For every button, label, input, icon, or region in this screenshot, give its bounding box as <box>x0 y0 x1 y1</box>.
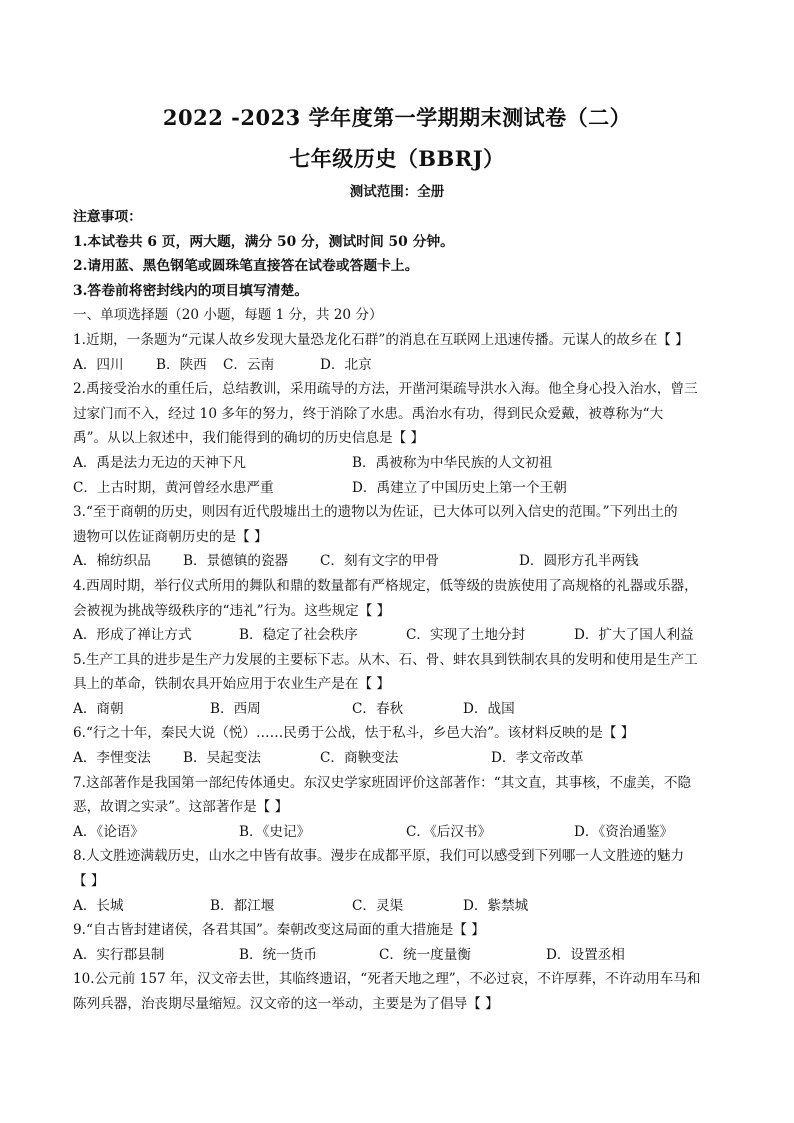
question-text: 过家门而不入，经过 10 多年的努力，终于消除了水患。禹治水有功，得到民众爱戴，被尊称为“大 <box>73 405 664 422</box>
option-a[interactable]: A．李悝变法 <box>73 750 151 767</box>
question-text: 6.“行之十年，秦民大说（悦）……民勇于公战，怯于私斗，乡邑大治”。该材料反映的是【 】 <box>73 725 635 742</box>
option-c[interactable]: C．统一度量衡 <box>379 946 471 963</box>
option-d[interactable]: D．孝文帝改革 <box>491 750 584 767</box>
question-item <box>73 500 723 574</box>
option-b[interactable]: B．都江堰 <box>210 897 275 914</box>
question-text: 陈列兵器，治丧期尽量缩短。汉文帝的这一举动，主要是为了倡导【 】 <box>73 996 499 1012</box>
option-row <box>73 894 723 919</box>
option-a[interactable]: A．禹是法力无边的天神下凡 <box>73 454 246 471</box>
option-a[interactable]: A．长城 <box>73 897 124 914</box>
question-text: 具上的革命，铁制农具开始应用于农业生产是在【 】 <box>73 676 390 693</box>
option-d[interactable]: D．禹建立了中国历史上第一个王朝 <box>352 479 567 496</box>
test-scope: 测试范围：全册 <box>349 184 445 200</box>
option-row <box>73 746 723 771</box>
exam-content <box>73 205 723 1017</box>
question-item <box>73 967 723 1016</box>
option-c[interactable]: C．上古时期，黄河曾经水患严重 <box>73 479 274 496</box>
question-text: 禹”。从以上叙述中，我们能得到的确切的历史信息是【 】 <box>73 430 425 447</box>
option-c[interactable]: C．《后汉书》 <box>406 823 492 840</box>
option-a[interactable]: A．形成了禅让方式 <box>73 627 192 644</box>
question-text: 9.“自古皆封建诸侯，各君其国”。秦朝改变这局面的重大措施是【 】 <box>73 922 485 939</box>
option-c[interactable]: C．刻有文字的甲骨 <box>320 553 440 570</box>
option-c[interactable]: C．云南 <box>223 356 275 373</box>
option-c[interactable]: C．灵渠 <box>352 897 404 914</box>
question-item <box>73 648 723 722</box>
question-text: 5.生产工具的进步是生产力发展的主要标下志。从木、石、骨、蚌农具到铁制农具的发明和使用是生产工 <box>73 651 698 668</box>
exam-subtitle: 七年级历史（BBRJ） <box>289 146 505 171</box>
option-b[interactable]: B．景德镇的瓷器 <box>183 553 289 570</box>
question-text: 3.“至于商朝的历史，则因有近代殷墟出土的遗物以为佐证，已大体可以列入信史的范围。”下列出土的 <box>73 504 678 521</box>
question-item <box>73 721 723 770</box>
question-text: 2.禹接受治水的重任后，总结教训，采用疏导的方法，开凿河渠疏导洪水入海。他全身心投入治水，曾三 <box>73 381 698 398</box>
question-item <box>73 328 723 377</box>
question-item <box>73 377 723 500</box>
question-item <box>73 574 723 648</box>
question-text: 4.西周时期，举行仪式所用的舞队和鼎的数量都有严格规定，低等级的贵族使用了高规格的礼器或乐器， <box>73 577 698 594</box>
question-text: 恶，故谓之实录”。这部著作是【 】 <box>73 799 289 816</box>
question-text: 1.近期，一条题为“元谋人故乡发现大量恐龙化石群”的消息在互联网上迅速传播。元谋人的故乡在【 】 <box>73 331 689 348</box>
question-text: 【 】 <box>73 873 105 890</box>
option-b[interactable]: B．禹被称为中华民族的人文初祖 <box>352 454 553 471</box>
notice-heading: 注意事项： <box>73 209 142 225</box>
option-b[interactable]: B．陕西 <box>156 356 207 373</box>
question-text: 8.人文胜迹满载历史，山水之中皆有故事。漫步在成都平原，我们可以感受到下列哪一人文胜迹的魅力 <box>73 848 685 865</box>
option-a[interactable]: A．《论语》 <box>73 823 144 840</box>
option-c[interactable]: C．商鞅变法 <box>320 750 399 767</box>
notice-item: 3.答卷前将密封线内的项目填写清楚。 <box>73 282 309 299</box>
option-d[interactable]: D．紫禁城 <box>463 897 529 914</box>
option-b[interactable]: B．吴起变法 <box>183 750 261 767</box>
notice-item: 2.请用蓝、黑色钢笔或圆珠笔直接答在试卷或答题卡上。 <box>73 258 419 275</box>
option-d[interactable]: D．扩大了国人利益 <box>574 627 694 644</box>
option-row <box>73 943 723 968</box>
question-text: 10.公元前 157 年，汉文帝去世，其临终遗诏，“死者天地之理”，不必过哀，不许厚葬，不许动用车马和 <box>73 971 701 988</box>
option-row <box>73 820 723 845</box>
option-d[interactable]: D．《资治通鉴》 <box>574 823 674 840</box>
question-text: 会被视为挑战等级秩序的“违礼”行为。这些规定【 】 <box>73 602 391 619</box>
question-item <box>73 771 723 845</box>
option-b[interactable]: B．《史记》 <box>239 823 311 840</box>
option-a[interactable]: A．商朝 <box>73 700 124 717</box>
exam-title: 2022 -2023 学年度第一学期期末测试卷（二） <box>162 105 632 130</box>
option-d[interactable]: D．北京 <box>320 356 372 373</box>
section-heading: 一、单项选择题（20 小题，每题 1 分，共 20 分） <box>73 307 383 324</box>
option-c[interactable]: C．春秋 <box>352 700 404 717</box>
option-a[interactable]: A．实行郡县制 <box>73 946 165 963</box>
option-c[interactable]: C．实现了土地分封 <box>406 627 526 644</box>
question-list <box>73 328 723 1017</box>
option-row <box>73 697 723 722</box>
question-item <box>73 844 723 918</box>
option-row <box>73 623 723 648</box>
option-row <box>73 353 723 378</box>
option-row <box>73 451 723 476</box>
option-d[interactable]: D．圆形方孔半两钱 <box>519 553 639 570</box>
notice-item: 1.本试卷共 6 页，两大题，满分 50 分，测试时间 50 分钟。 <box>73 233 454 250</box>
option-d[interactable]: D．设置丞相 <box>546 946 625 963</box>
option-b[interactable]: B．统一货币 <box>239 946 317 963</box>
option-a[interactable]: A．棉纺织品 <box>73 553 151 570</box>
option-row <box>73 549 723 574</box>
option-b[interactable]: B．稳定了社会秩序 <box>239 627 358 644</box>
question-text: 遗物可以佐证商朝历史的是【 】 <box>73 528 268 545</box>
option-b[interactable]: B．西周 <box>210 700 261 717</box>
option-row <box>73 476 723 501</box>
option-d[interactable]: D．战国 <box>463 700 515 717</box>
option-a[interactable]: A．四川 <box>73 356 124 373</box>
question-text: 7.这部著作是我国第一部纪传体通史。东汉史学家班固评价这部著作：“其文直，其事核，不虚美，不隐 <box>73 774 692 791</box>
question-item <box>73 918 723 967</box>
